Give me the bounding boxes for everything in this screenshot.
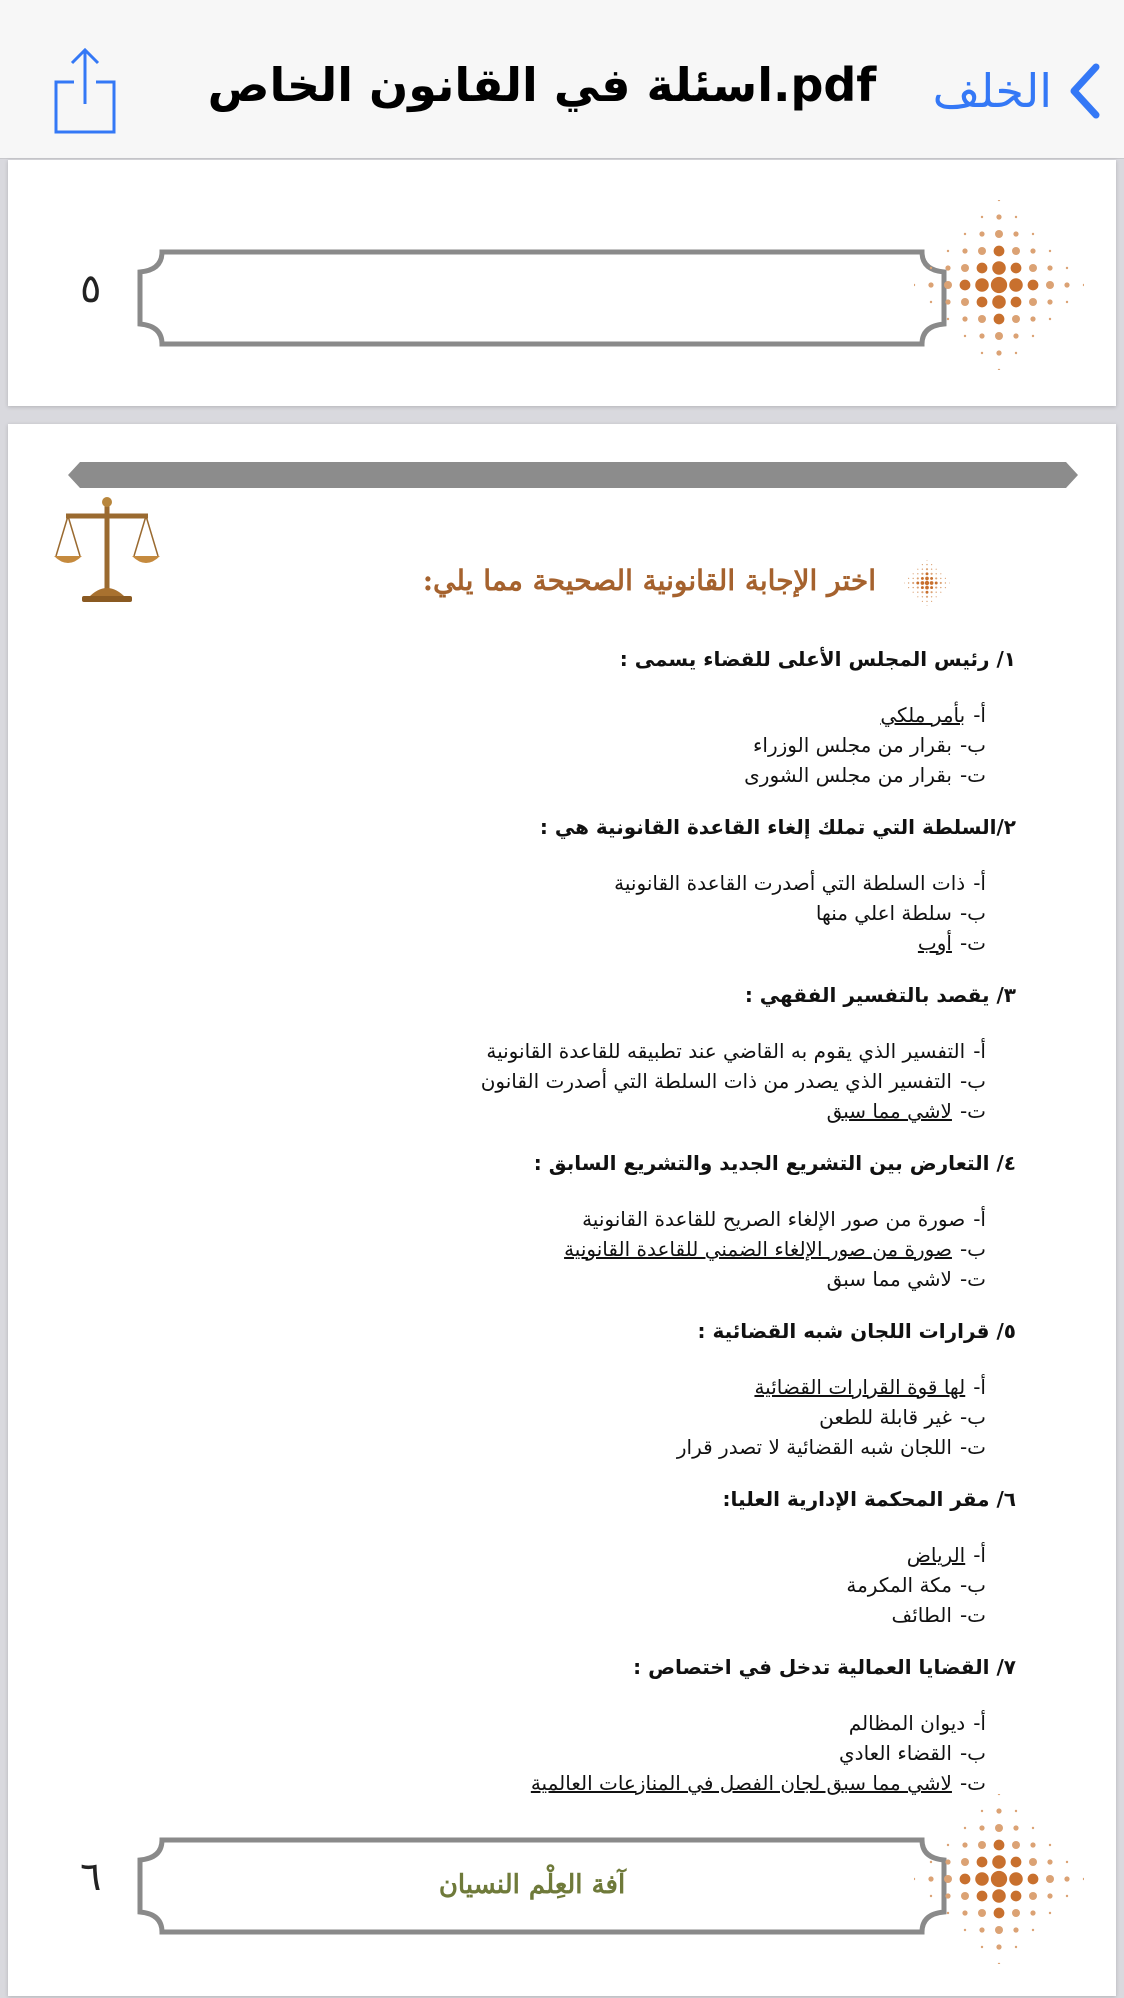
navigation-bar — [0, 0, 1124, 159]
decorative-dot — [1015, 216, 1017, 218]
option-item — [376, 1402, 1016, 1432]
options-list — [376, 700, 1016, 790]
decorative-dot — [926, 591, 929, 594]
options-list — [376, 1372, 1016, 1462]
back-label: الخلف — [932, 64, 1052, 118]
decorative-dot — [940, 573, 941, 574]
option-text: لها قوة القرارات القضائية — [754, 1375, 966, 1399]
decorative-dot — [1011, 1857, 1022, 1868]
option-text: لاشي مما سبق — [826, 1267, 952, 1291]
decorative-dot — [992, 295, 1006, 309]
decorative-dot — [931, 573, 933, 575]
pdf-page-5[interactable] — [8, 160, 1116, 406]
decorative-dot — [1049, 1844, 1051, 1846]
question-text: ٢/السلطة التي تملك إلغاء القاعدة القانونية هي : — [539, 815, 1016, 839]
decorative-dot — [1047, 265, 1052, 270]
decorative-dot — [994, 246, 1005, 257]
decorative-dot — [1029, 1858, 1037, 1866]
decorative-dot — [979, 1927, 984, 1932]
question-2 — [376, 812, 1016, 958]
decorative-dot — [1012, 1841, 1020, 1849]
decorative-dot — [995, 1824, 1003, 1832]
decorative-dot — [913, 592, 914, 593]
decorative-dot — [977, 263, 988, 274]
decorative-dot — [926, 596, 928, 598]
option-letter: ت- — [959, 1267, 986, 1291]
decorative-dot — [925, 577, 929, 581]
decorative-dot — [945, 1893, 950, 1898]
pdf-page-6[interactable] — [8, 424, 1116, 1996]
option-letter: أ- — [973, 1039, 986, 1063]
decorative-dot — [935, 582, 938, 585]
decorative-dot — [908, 578, 909, 579]
decorative-dot — [960, 280, 971, 291]
option-letter: أ- — [973, 1207, 986, 1231]
section-title: اختر الإجابة القانونية الصحيحة مما يلي: — [422, 564, 876, 597]
decorative-dot — [1013, 231, 1018, 236]
decorative-dot — [964, 1929, 966, 1931]
question-text: ٣/ يقصد بالتفسير الفقهي : — [744, 983, 1016, 1007]
decorative-dot — [926, 560, 927, 561]
option-letter: ت- — [959, 1771, 986, 1795]
decorative-dot — [928, 1876, 933, 1881]
decorative-dot — [964, 233, 966, 235]
decorative-dot — [979, 1825, 984, 1830]
decorative-dot — [1009, 1872, 1023, 1886]
decorative-dot — [926, 601, 927, 602]
option-item — [376, 1096, 1016, 1126]
decorative-dot — [1012, 315, 1020, 323]
option-letter: أ- — [973, 1711, 986, 1735]
decorative-dot — [964, 335, 966, 337]
decorative-dot — [992, 261, 1006, 275]
decorative-dot — [1032, 1929, 1034, 1931]
decorative-dot — [949, 582, 950, 583]
question-text: ٤/ التعارض بين التشريع الجديد والتشريع السابق : — [533, 1151, 1016, 1175]
decorative-dot — [1015, 1810, 1017, 1812]
decorative-dot — [1012, 1909, 1020, 1917]
decorative-dot — [1030, 1842, 1035, 1847]
decorative-dot — [928, 282, 933, 287]
decorative-dot — [1028, 280, 1039, 291]
decorative-dot — [908, 582, 909, 583]
decorative-dot — [1009, 278, 1023, 292]
decorative-dot — [931, 601, 932, 602]
decorative-dot — [964, 1827, 966, 1829]
option-item — [376, 760, 1016, 790]
option-letter: ب- — [959, 1573, 986, 1597]
option-text: الطائف — [891, 1603, 952, 1627]
question-6 — [376, 1484, 1016, 1630]
decorative-dot — [940, 592, 941, 593]
decorative-dot — [917, 587, 919, 589]
question-text: ٧/ القضايا العمالية تدخل في اختصاص : — [633, 1655, 1016, 1679]
option-item — [376, 1432, 1016, 1462]
decorative-dot — [930, 581, 934, 585]
decorative-dot — [979, 333, 984, 338]
decorative-dot — [945, 299, 950, 304]
option-item — [376, 1234, 1016, 1264]
option-letter: ت- — [959, 1603, 986, 1627]
decorative-dot — [936, 596, 937, 597]
option-text: الرياض — [906, 1543, 966, 1567]
option-text: مكة المكرمة — [846, 1573, 952, 1597]
options-list — [376, 1708, 1016, 1798]
decorative-dot — [921, 577, 924, 580]
decorative-dot — [962, 248, 967, 253]
decorative-dot — [912, 578, 913, 579]
decorative-dot — [922, 601, 923, 602]
decorative-dot — [1030, 1910, 1035, 1915]
decorative-dot — [1064, 282, 1069, 287]
decorative-dot — [1029, 298, 1037, 306]
decorative-dot — [1032, 335, 1034, 337]
decorative-dot — [979, 231, 984, 236]
decorative-dot — [978, 1909, 986, 1917]
option-text: لاشي مما سبق — [826, 1099, 952, 1123]
decorative-dot — [940, 582, 942, 584]
scales-of-justice-icon — [52, 494, 162, 606]
decorative-dot — [995, 230, 1003, 238]
decorative-dot — [977, 1891, 988, 1902]
option-text: صورة من صور الإلغاء الضمني للقاعدة القانونية — [564, 1237, 952, 1261]
questions-list — [376, 644, 1016, 1820]
option-text: التفسير الذي يصدر من ذات السلطة التي أصدرت القانون — [480, 1069, 952, 1093]
decorative-dot — [935, 577, 937, 579]
decorative-dot — [917, 591, 918, 592]
option-letter: ب- — [959, 733, 986, 757]
decorative-dot — [936, 569, 937, 570]
decorative-dot — [961, 1892, 969, 1900]
decorative-dot — [945, 578, 946, 579]
decorative-dot — [908, 587, 909, 588]
decorative-dot — [994, 1840, 1005, 1851]
decorative-dot — [913, 573, 914, 574]
decorative-dot — [914, 284, 915, 286]
header-decorative-bar — [68, 460, 1078, 490]
decorative-dot — [1013, 1927, 1018, 1932]
decorative-dot — [931, 568, 932, 569]
option-letter: ب- — [959, 901, 986, 925]
decorative-dot — [921, 586, 924, 589]
decorative-dot — [998, 1963, 1000, 1964]
decorative-dot — [962, 1910, 967, 1915]
option-item — [376, 1264, 1016, 1294]
option-text: بقرار من مجلس الشورى — [744, 763, 952, 787]
decorative-dot — [1047, 1893, 1052, 1898]
decorative-dot — [961, 264, 969, 272]
option-letter: ب- — [959, 1069, 986, 1093]
option-item — [376, 1738, 1016, 1768]
decorative-dot — [921, 573, 923, 575]
page-banner-frame — [132, 246, 952, 350]
decorative-dot — [944, 1875, 952, 1883]
option-text: لاشي مما سبق لجان الفصل في المنازعات العالمية — [530, 1771, 952, 1795]
decorative-dot — [931, 596, 932, 597]
decorative-dot — [1047, 1859, 1052, 1864]
question-text: ٦/ مقر المحكمة الإدارية العليا: — [722, 1487, 1016, 1511]
decorative-dot — [1011, 297, 1022, 308]
decorative-dot — [945, 582, 946, 583]
document-title: اسئلة في القانون الخاص.pdf — [207, 58, 877, 112]
decorative-dot — [930, 267, 932, 269]
option-text: غير قابلة للطعن — [819, 1405, 952, 1429]
decorative-dot — [916, 582, 919, 585]
decorative-dot — [960, 1874, 971, 1885]
option-letter: ب- — [959, 1741, 986, 1765]
decorative-dot — [922, 564, 923, 565]
decorative-dot — [961, 298, 969, 306]
decorative-dot — [917, 573, 918, 574]
option-text: صورة من صور الإلغاء الصريح للقاعدة القانونية — [582, 1207, 966, 1231]
decorative-dot — [1028, 1874, 1039, 1885]
decorative-dot — [995, 1926, 1003, 1934]
decorative-dot — [996, 214, 1001, 219]
decorative-dot — [995, 332, 1003, 340]
options-list — [376, 868, 1016, 958]
decorative-dot — [930, 577, 933, 580]
decorative-dot — [977, 1857, 988, 1868]
option-letter: ب- — [959, 1405, 986, 1429]
option-item — [376, 1600, 1016, 1630]
decorative-dot — [981, 216, 983, 218]
decorative-dot — [1029, 264, 1037, 272]
decorative-dot — [1049, 1912, 1051, 1914]
option-letter: ت- — [959, 1435, 986, 1459]
decorative-dot — [940, 587, 941, 588]
option-letter: أ- — [973, 1543, 986, 1567]
decorative-dot — [994, 314, 1005, 325]
decorative-dot — [978, 315, 986, 323]
decorative-dot — [992, 1855, 1006, 1869]
decorative-dot — [931, 564, 932, 565]
question-3 — [376, 980, 1016, 1126]
option-letter: أ- — [973, 703, 986, 727]
decorative-dot — [962, 1842, 967, 1847]
decorative-dot — [1066, 267, 1068, 269]
decorative-dot — [1011, 1891, 1022, 1902]
decorative-dot — [996, 1944, 1001, 1949]
decorative-dot — [1049, 318, 1051, 320]
decorative-dot — [1066, 1895, 1068, 1897]
decorative-dot — [930, 1861, 932, 1863]
decorative-dot — [1015, 1946, 1017, 1948]
option-item — [376, 1036, 1016, 1066]
decorative-dot — [921, 581, 925, 585]
decorative-dot — [996, 1808, 1001, 1813]
chevron-left-icon — [1066, 61, 1102, 121]
decorative-dot — [1013, 333, 1018, 338]
option-letter: أ- — [973, 871, 986, 895]
decorative-dot — [998, 369, 1000, 370]
decorative-dot — [925, 586, 929, 590]
decorative-dot — [930, 1895, 932, 1897]
back-button[interactable] — [933, 56, 1102, 126]
decorative-dot — [1015, 352, 1017, 354]
option-text: أوب — [917, 931, 952, 955]
decorative-dot — [922, 596, 923, 597]
option-text: القضاء العادي — [839, 1741, 952, 1765]
option-text: اللجان شبه القضائية لا تصدر قرار — [676, 1435, 952, 1459]
decorative-dot — [961, 1858, 969, 1866]
decorative-dot — [931, 591, 933, 593]
share-icon — [54, 48, 116, 134]
decorative-dot — [922, 568, 923, 569]
question-7 — [376, 1652, 1016, 1798]
decorative-dot — [1047, 299, 1052, 304]
decorative-dots-small — [904, 560, 950, 606]
decorative-dot — [994, 1908, 1005, 1919]
option-item — [376, 1570, 1016, 1600]
option-item — [376, 700, 1016, 730]
share-button[interactable] — [54, 48, 116, 134]
decorative-dot — [926, 564, 927, 565]
footer-motto: آفة العِلْم النسيان — [438, 1870, 626, 1900]
decorative-dots-pattern — [914, 200, 1084, 370]
option-letter: ت- — [959, 1099, 986, 1123]
question-4 — [376, 1148, 1016, 1294]
option-text: بقرار من مجلس الوزراء — [753, 733, 952, 757]
decorative-dot — [981, 1810, 983, 1812]
option-item — [376, 868, 1016, 898]
decorative-dot — [991, 277, 1007, 293]
decorative-dot — [1029, 1892, 1037, 1900]
options-list — [376, 1036, 1016, 1126]
option-letter: أ- — [973, 1375, 986, 1399]
decorative-dot — [1030, 316, 1035, 321]
decorative-dot — [981, 352, 983, 354]
decorative-dot — [912, 582, 914, 584]
decorative-dot — [1083, 1878, 1084, 1880]
decorative-dot — [925, 581, 929, 585]
decorative-dot — [1046, 281, 1054, 289]
decorative-dot — [981, 1946, 983, 1948]
decorative-dot — [945, 587, 946, 588]
decorative-dot — [921, 591, 923, 593]
decorative-dot — [930, 301, 932, 303]
option-text: سلطة اعلي منها — [815, 901, 952, 925]
option-item — [376, 928, 1016, 958]
page-number: ٥ — [80, 266, 102, 312]
option-text: التفسير الذي يقوم به القاضي عند تطبيقه للقاعدة القانونية — [486, 1039, 966, 1063]
decorative-dot — [962, 316, 967, 321]
option-item — [376, 1540, 1016, 1570]
option-item — [376, 1066, 1016, 1096]
decorative-dot — [935, 573, 936, 574]
decorative-dot — [904, 582, 905, 583]
decorative-dot — [1012, 247, 1020, 255]
option-letter: ب- — [959, 1237, 986, 1261]
decorative-dot — [947, 318, 949, 320]
decorative-dot — [917, 596, 918, 597]
page-number: ٦ — [80, 1854, 102, 1900]
option-item — [376, 1708, 1016, 1738]
option-letter: ت- — [959, 931, 986, 955]
decorative-dot — [947, 250, 949, 252]
decorative-dot — [944, 281, 952, 289]
option-text: بأمر ملكي — [880, 703, 966, 727]
decorative-dot — [935, 587, 937, 589]
decorative-dot — [992, 1889, 1006, 1903]
option-item — [376, 730, 1016, 760]
option-text: ديوان المظالم — [848, 1711, 966, 1735]
decorative-dot — [914, 1878, 915, 1880]
decorative-dot — [926, 568, 928, 570]
decorative-dot — [978, 247, 986, 255]
decorative-dot — [1030, 248, 1035, 253]
decorative-dot — [1064, 1876, 1069, 1881]
decorative-dot — [1066, 1861, 1068, 1863]
option-letter: ت- — [959, 763, 986, 787]
decorative-dot — [977, 297, 988, 308]
decorative-dot — [945, 265, 950, 270]
decorative-dot — [978, 1841, 986, 1849]
decorative-dot — [998, 1794, 1000, 1795]
option-text: ذات السلطة التي أصدرت القاعدة القانونية — [614, 871, 966, 895]
options-list — [376, 1204, 1016, 1294]
decorative-dot — [1032, 1827, 1034, 1829]
decorative-dot — [975, 278, 989, 292]
decorative-dot — [947, 1844, 949, 1846]
decorative-dot — [912, 587, 913, 588]
decorative-dot — [940, 578, 941, 579]
question-text: ٥/ قرارات اللجان شبه القضائية : — [697, 1319, 1016, 1343]
decorative-dot — [930, 586, 933, 589]
decorative-dot — [935, 591, 936, 592]
decorative-dot — [945, 1859, 950, 1864]
decorative-dot — [926, 605, 927, 606]
decorative-dot — [975, 1872, 989, 1886]
question-text: ١/ رئيس المجلس الأعلى للقضاء يسمى : — [619, 647, 1016, 671]
decorative-dot — [947, 1912, 949, 1914]
decorative-dot — [917, 577, 919, 579]
decorative-dot — [1013, 1825, 1018, 1830]
question-1 — [376, 644, 1016, 790]
options-list — [376, 1540, 1016, 1630]
decorative-dot — [1083, 284, 1084, 286]
question-5 — [376, 1316, 1016, 1462]
option-item — [376, 898, 1016, 928]
decorative-dot — [1032, 233, 1034, 235]
decorative-dot — [1046, 1875, 1054, 1883]
decorative-dot — [926, 572, 929, 575]
decorative-dot — [996, 350, 1001, 355]
decorative-dot — [998, 200, 1000, 201]
decorative-dot — [1011, 263, 1022, 274]
option-item — [376, 1204, 1016, 1234]
option-item — [376, 1372, 1016, 1402]
decorative-dot — [1049, 250, 1051, 252]
decorative-dots-pattern — [914, 1794, 1084, 1964]
decorative-dot — [917, 569, 918, 570]
decorative-dot — [1066, 301, 1068, 303]
decorative-dot — [991, 1871, 1007, 1887]
